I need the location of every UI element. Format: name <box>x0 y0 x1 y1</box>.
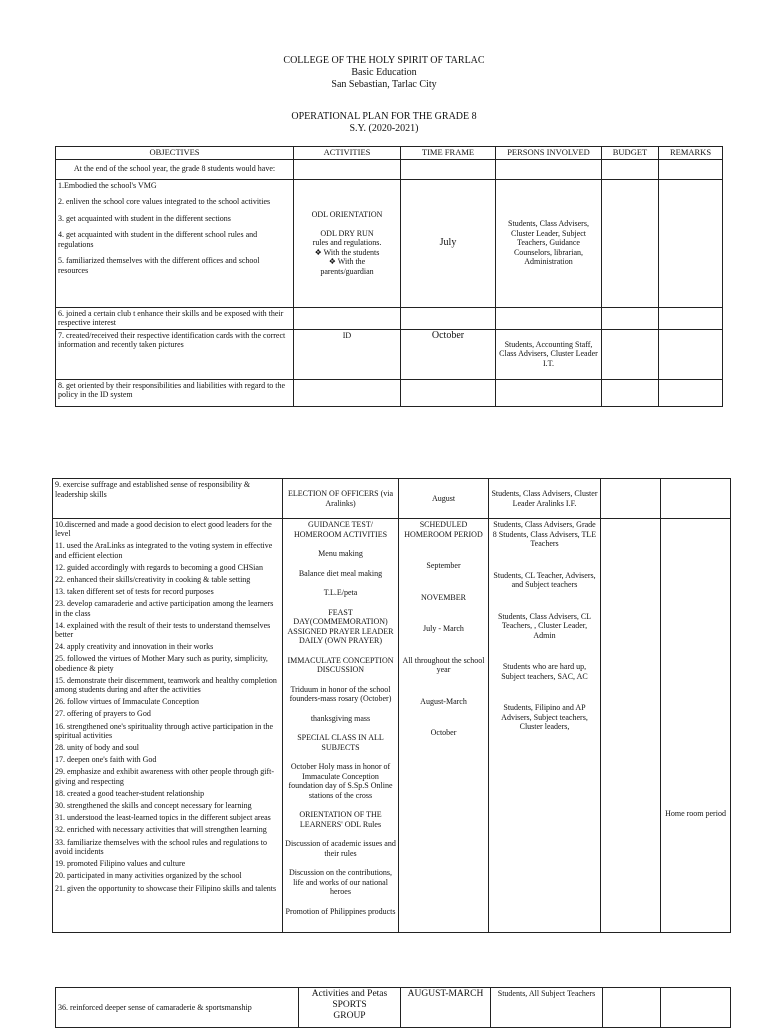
objective-item: 3. get acquainted with student in the different sections <box>58 213 231 223</box>
table-row <box>56 307 723 329</box>
objective-item: 2. enliven the school core values integrated to the school activities <box>58 197 271 206</box>
table-header-row <box>56 147 723 160</box>
persons-cell: Students, Accounting Staff, Class Advisers, Cluster Leader I.T. <box>496 329 602 379</box>
objective-item: 18. created a good teacher-student relationship <box>55 788 205 798</box>
time-frame-item: NOVEMBER <box>421 592 466 602</box>
objective-item: 21. given the opportunity to showcase their Filipino skills and talents <box>55 883 277 893</box>
activity-item: Activities and Petas <box>311 989 388 999</box>
objective-item: 1.Embodied the school's VMG <box>58 180 157 190</box>
plan-table-3 <box>55 987 731 1028</box>
persons-cell <box>489 519 601 933</box>
persons-item: Students who are hard up, Subject teachers, SAC, AC <box>501 662 588 681</box>
objective-item: 17. deepen one's faith with God <box>55 755 157 765</box>
objectives-cell <box>56 179 294 307</box>
activity-item: ODL DRY RUN <box>320 228 374 238</box>
time-frame-cell: July <box>401 179 496 307</box>
intro-text: At the end of the school year, the grade 8 students would have: <box>56 159 294 179</box>
persons-item: Students, CL Teacher, Advisers, and Subject teachers <box>493 570 596 589</box>
activity-item: ❖ With the <box>328 257 366 266</box>
time-frame-cell: October <box>401 329 496 379</box>
time-frame-item: SCHEDULED HOMEROOM PERIOD <box>404 520 483 539</box>
activity-item: GROUP <box>333 1011 366 1021</box>
objective-item: 10.discerned and made a good decision to elect good leaders for the level <box>55 520 272 539</box>
objective-item: 24. apply creativity and innovation in their works <box>55 642 214 652</box>
time-frame-list <box>401 520 486 738</box>
objectives-list <box>55 520 280 893</box>
objective-item: 20. participated in many activities organized by the school <box>55 871 242 881</box>
persons-cell: Students, Class Advisers, Cluster Leader Aralinks I.F. <box>489 479 601 519</box>
objective-item: 27. offering of prayers to God <box>55 709 151 719</box>
objective-item: 12. guided accordingly with regards to becoming a good CHSian <box>55 562 263 572</box>
objective-item: 26. follow virtues of Immaculate Conception <box>55 697 199 707</box>
activity-item: ELECTION OF OFFICERS (via Aralinks) <box>283 479 399 519</box>
activity-item: Menu making <box>318 549 363 558</box>
activity-item: Discussion on the contributions, life and works of our national heroes <box>288 868 393 896</box>
objective-item: 4. get acquainted with student in the different school rules and regulations <box>58 230 258 249</box>
time-frame-cell <box>399 519 489 933</box>
activity-item: October Holy mass in honor of Immaculate Conception foundation day of S.Sp.S Online stations of the cross <box>288 762 393 800</box>
activity-item: SPORTS <box>332 1000 367 1010</box>
activity-item: Discussion of academic issues and their rules <box>285 839 396 858</box>
objective-item: 8. get oriented by their responsibilities and liabilities with regard to the policy in the ID system <box>56 379 294 406</box>
plan-table-2 <box>52 478 731 933</box>
activities-cell <box>294 179 401 307</box>
school-name: COLLEGE OF THE HOLY SPIRIT OF TARLAC <box>283 55 485 66</box>
plan-table-1 <box>55 146 723 407</box>
activity-item: SPECIAL CLASS IN ALL SUBJECTS <box>297 733 384 752</box>
table-row <box>56 379 723 406</box>
activity-item: Balance diet meal making <box>298 568 383 578</box>
objective-item: 14. explained with the result of their tests to understand themselves better <box>55 620 271 640</box>
persons-item: Students, Class Advisers, Grade 8 Students, Class Advisers, TLE Teachers <box>492 520 597 548</box>
col-remarks: REMARKS <box>659 147 723 160</box>
activity-item: ORIENTATION OF THE LEARNERS' ODL Rules <box>299 810 382 829</box>
objective-item: 6. joined a certain club t enhance their skills and be exposed with their respective interest <box>56 307 294 329</box>
activity-item: rules and regulations. <box>312 238 382 247</box>
table-row <box>53 479 731 519</box>
time-frame-item: September <box>426 561 461 570</box>
table-row <box>56 329 723 379</box>
objective-item: 13. taken different set of tests for record purposes <box>55 587 214 597</box>
activity-item: ID <box>294 329 401 379</box>
table-row <box>56 159 723 179</box>
col-budget: BUDGET <box>602 147 659 160</box>
time-frame-cell: August <box>399 479 489 519</box>
objective-item: 11. used the AraLinks as integrated to the voting system in effective and efficient election <box>55 541 273 560</box>
school-address: San Sebastian, Tarlac City <box>331 79 437 90</box>
time-frame-item: October <box>430 728 457 737</box>
activities-list <box>285 520 396 916</box>
objective-item: 29. emphasize and exhibit awareness with other people through gift-giving and respecting <box>55 767 275 786</box>
persons-item: Students, Class Advisers, CL Teachers, , Cluster Leader, Admin <box>497 611 592 640</box>
department: Basic Education <box>351 67 417 78</box>
table-row <box>56 988 731 1028</box>
objective-item: 30. strengthened the skills and concept necessary for learning <box>55 801 252 811</box>
activity-item: parents/guardian <box>320 266 374 276</box>
remarks-cell: Home room period <box>661 519 731 933</box>
persons-list <box>491 520 598 732</box>
activity-item: ODL ORIENTATION <box>311 210 383 219</box>
table-row <box>53 519 731 933</box>
activities-cell <box>299 988 401 1028</box>
table-row <box>56 179 723 307</box>
col-objectives: OBJECTIVES <box>56 147 294 160</box>
objective-item: 19. promoted Filipino values and culture <box>55 859 186 869</box>
objective-item: 31. understood the least-learned topics in the different subject areas <box>55 813 271 823</box>
activity-item: ❖ With the students <box>314 247 380 257</box>
objective-item: 15. demonstrate their discernment, teamwork and healthy completion among students during and after the activities <box>55 675 277 695</box>
col-time-frame: TIME FRAME <box>401 147 496 160</box>
objective-item: 16. strengthened one's spirituality through active participation in the spiritual activities <box>55 721 274 740</box>
persons-cell: Students, Class Advisers, Cluster Leader, Subject Teachers, Guidance Counselors, librarian, Administration <box>496 179 602 307</box>
activity-item: GUIDANCE TEST/ HOMEROOM ACTIVITIES <box>293 520 388 539</box>
activity-item: Promotion of Philippines products <box>285 906 396 916</box>
objective-item: 22. enhanced their skills/creativity in cooking & table setting <box>55 575 251 585</box>
objective-item: 23. develop camaraderie and active participation among the learners in the class <box>55 599 274 618</box>
objective-item: 28. unity of body and soul <box>55 743 139 753</box>
objective-item: 25. followed the virtues of Mother Mary such as purity, simplicity, obedience & piety <box>55 654 268 673</box>
objective-item: 9. exercise suffrage and established sense of responsibility & leadership skills <box>53 479 283 519</box>
activity-item: IMMACULATE CONCEPTION DISCUSSION <box>287 655 394 674</box>
time-frame-item: All throughout the school year <box>402 655 485 674</box>
activity-item: FEAST DAY(COMMEMORATION) ASSIGNED PRAYER LEADER DAILY (OWN PRAYER) <box>287 607 394 645</box>
activities-cell <box>283 519 399 933</box>
plan-title: OPERATIONAL PLAN FOR THE GRADE 8 <box>291 111 477 122</box>
time-frame-cell: AUGUST-MARCH <box>401 988 491 1028</box>
objectives-cell <box>53 519 283 933</box>
objective-item: 36. reinforced deeper sense of camaraderie & sportsmanship <box>56 988 299 1028</box>
activity-item: T.L.E/peta <box>323 588 358 597</box>
persons-item: Students, Filipino and AP Advisers, Subject teachers, Cluster leaders, <box>501 703 588 731</box>
time-frame-item: July - March <box>423 624 464 633</box>
persons-cell: Students, All Subject Teachers <box>491 988 603 1028</box>
objective-item: 33. familiarize themselves with the school rules and regulations to avoid incidents <box>55 837 267 856</box>
col-persons-involved: PERSONS INVOLVED <box>496 147 602 160</box>
objective-item: 7. created/received their respective identification cards with the correct information and recently taken pictures <box>56 329 294 379</box>
objective-item: 32. enriched with necessary activities that will strengthen learning <box>55 825 267 835</box>
time-frame-item: August-March <box>420 696 467 706</box>
col-activities: ACTIVITIES <box>294 147 401 160</box>
objective-item: 5. familiarized themselves with the different offices and school resources <box>58 256 260 275</box>
school-year: S.Y. (2020-2021) <box>349 123 419 134</box>
activity-item: thanksgiving mass <box>310 713 371 723</box>
activity-item: Triduum in honor of the school founders-mass rosary (October) <box>289 684 392 703</box>
